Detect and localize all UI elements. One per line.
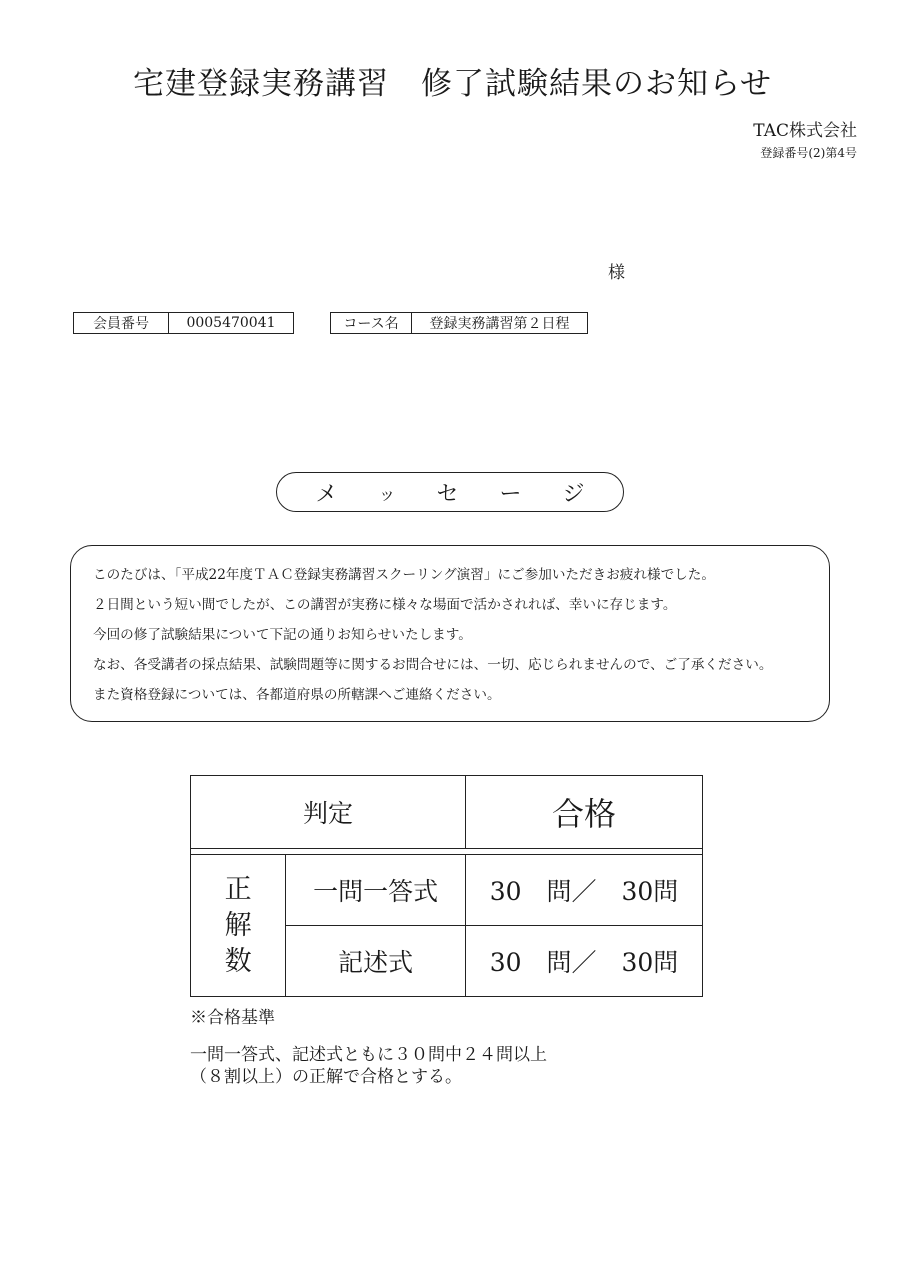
message-heading-char: セ: [436, 481, 459, 507]
recipient-honorific: 様: [608, 263, 625, 283]
correct-label-char: 正: [224, 873, 252, 905]
score-row: [191, 855, 703, 926]
question-type: 記述式: [286, 926, 466, 997]
member-number-label: 会員番号: [74, 313, 169, 333]
judgement-label: 判定: [191, 776, 466, 849]
message-line: このたびは、「平成22年度ＴＡＣ登録実務講習スクーリング演習」にご参加いただきお疲れ様でした。: [93, 567, 715, 583]
criteria-line: 一問一答式、記述式ともに３０問中２４問以上: [190, 1045, 547, 1065]
judgement-row: [191, 776, 703, 849]
registration-number: 登録番号(2)第4号: [760, 146, 857, 160]
message-heading: [276, 472, 624, 512]
course-name-label: コース名: [331, 313, 412, 333]
course-name-box: [330, 312, 588, 334]
message-heading-char: ッ: [378, 484, 396, 505]
criteria-text: [190, 1044, 547, 1088]
message-heading-char: ジ: [562, 481, 585, 507]
question-score: 30 問／ 30問: [466, 855, 703, 926]
message-heading-char: ー: [499, 481, 522, 507]
member-number-value: 0005470041: [186, 315, 276, 331]
message-line: ２日間という短い間でしたが、この講習が実務に様々な場面で活かされれば、幸いに存じます。: [93, 597, 677, 613]
message-box: [70, 545, 830, 722]
message-line: 今回の修了試験結果について下記の通りお知らせいたします。: [93, 627, 472, 643]
company-name: TAC株式会社: [753, 121, 857, 141]
criteria-title: ※合格基準: [190, 1008, 275, 1028]
course-name-value: 登録実務講習第２日程: [429, 316, 570, 332]
message-line: なお、各受講者の採点結果、試験問題等に関するお問合せには、一切、応じられませんので、ご了承ください。: [93, 657, 773, 673]
criteria-line: （８割以上）の正解で合格とする。: [190, 1067, 462, 1087]
result-table: [190, 775, 703, 997]
page-title: 宅建登録実務講習 修了試験結果のお知らせ: [132, 66, 773, 102]
correct-label-char: 数: [224, 945, 252, 977]
judgement-value: 合格: [466, 776, 703, 849]
question-type: 一問一答式: [286, 855, 466, 926]
correct-count-label: [191, 855, 286, 997]
member-number-box: [73, 312, 294, 334]
question-score: 30 問／ 30問: [466, 926, 703, 997]
correct-label-char: 解: [224, 909, 252, 941]
message-line: また資格登録については、各都道府県の所轄課へご連絡ください。: [93, 687, 501, 703]
message-heading-char: メ: [315, 481, 338, 507]
